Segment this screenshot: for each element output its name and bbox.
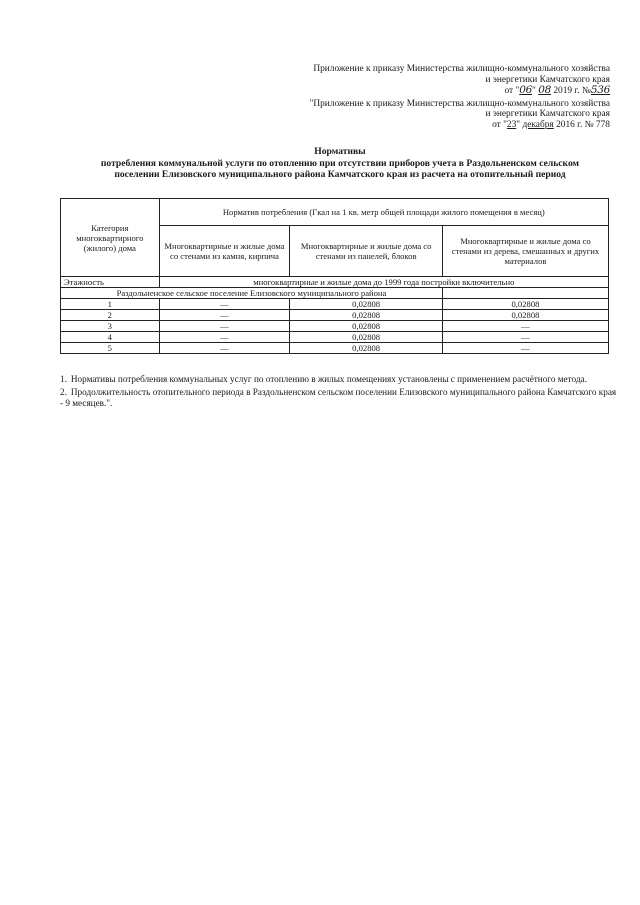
value-panel: 0,02808 xyxy=(290,321,443,332)
value-stone: — xyxy=(159,332,290,343)
order-day-handwritten: 06 xyxy=(519,84,533,97)
floors-label: Этажность xyxy=(61,277,160,288)
order-month-handwritten: 08 xyxy=(538,84,551,97)
value-wood: — xyxy=(442,332,608,343)
order-year: 2019 г. № xyxy=(550,86,591,97)
order-date-mid: " xyxy=(532,86,539,97)
floor-cell: 1 xyxy=(61,299,160,310)
norms-table xyxy=(60,198,609,354)
title-heading: Нормативы xyxy=(314,146,366,157)
value-stone: — xyxy=(159,299,290,310)
old-date-month: декабря xyxy=(522,119,554,130)
settlement-row-empty-cell xyxy=(442,288,608,299)
table-row xyxy=(61,299,609,310)
norm-header-cell xyxy=(159,199,608,226)
floor-cell: 3 xyxy=(61,321,160,332)
title-subtitle-line-2: поселении Елизовского муниципального района Камчатского края из расчета на отопительный период xyxy=(114,169,566,180)
footnote-1 xyxy=(60,374,620,385)
table-row xyxy=(61,310,609,321)
category-header-cell xyxy=(61,199,160,277)
norm-header: Норматив потребления (Гкал на 1 кв. метр общей площади жилого помещения в месяц) xyxy=(222,207,545,217)
order-date-old xyxy=(190,120,610,131)
value-panel: 0,02808 xyxy=(290,332,443,343)
footnotes xyxy=(60,374,620,411)
value-wood: 0,02808 xyxy=(442,299,608,310)
value-panel: 0,02808 xyxy=(290,310,443,321)
order-number-handwritten: 536 xyxy=(590,84,610,97)
value-stone: — xyxy=(159,310,290,321)
floor-cell: 2 xyxy=(61,310,160,321)
floor-cell: 4 xyxy=(61,332,160,343)
previous-ministry-line: и энергетики Камчатского края xyxy=(485,109,610,120)
footnote-number: 1. xyxy=(60,374,67,384)
value-stone: — xyxy=(159,343,290,354)
value-panel: 0,02808 xyxy=(290,299,443,310)
value-stone: — xyxy=(159,321,290,332)
category-header: Категория многоквартирного (жилого) дома xyxy=(76,222,144,253)
old-date-day: 23 xyxy=(506,119,517,130)
old-date-suffix: 2016 г. № 778 xyxy=(553,119,610,130)
value-panel: 0,02808 xyxy=(290,343,443,354)
order-title-line: Приложение к приказу Министерства жилищно-коммунального хозяйства xyxy=(313,64,610,74)
title-subtitle-line-1: потребления коммунальной услуги по отоплению при отсутствии приборов учета в Раздольненском сельском xyxy=(100,157,580,169)
floor-cell: 5 xyxy=(61,343,160,354)
footnote-2 xyxy=(60,387,620,409)
table-row xyxy=(61,332,609,343)
previous-order-title-line: "Приложение к приказу Министерства жилищно-коммунального хозяйства xyxy=(309,98,610,109)
column-header-panel: Многоквартирные и жилые дома со стенами из панелей, блоков xyxy=(290,226,443,277)
header-block xyxy=(190,64,610,131)
footnote-text: Нормативы потребления коммунальных услуг по отоплению в жилых помещениях установлены с применением расчётного метода. xyxy=(70,374,587,384)
column-header-stone: Многоквартирные и жилые дома со стенами из камня, кирпича xyxy=(159,226,290,277)
order-date-new xyxy=(190,85,610,97)
settlement-row: Раздольненское сельское поселение Елизовского муниципального района xyxy=(61,288,443,299)
document-title xyxy=(60,146,620,181)
period-note: многоквартирные и жилые дома до 1999 года постройки включительно xyxy=(159,277,608,288)
footnote-number: 2. xyxy=(60,387,67,397)
order-date-prefix: от " xyxy=(504,86,520,97)
ministry-line: и энергетики Камчатского края xyxy=(485,74,610,85)
value-wood: — xyxy=(442,343,608,354)
column-header-wood: Многоквартирные и жилые дома со стенами из дерева, смешанных и других материалов xyxy=(442,226,608,277)
table-row xyxy=(61,321,609,332)
footnote-text: Продолжительность отопительного периода в Раздольненском сельском поселении Елизовского муниципального района Камчатского края - 9 месяцев.". xyxy=(60,387,617,408)
value-wood: — xyxy=(442,321,608,332)
table-row xyxy=(61,343,609,354)
value-wood: 0,02808 xyxy=(442,310,608,321)
old-date-prefix: от " xyxy=(492,119,507,130)
old-date-mid: " xyxy=(516,119,523,130)
